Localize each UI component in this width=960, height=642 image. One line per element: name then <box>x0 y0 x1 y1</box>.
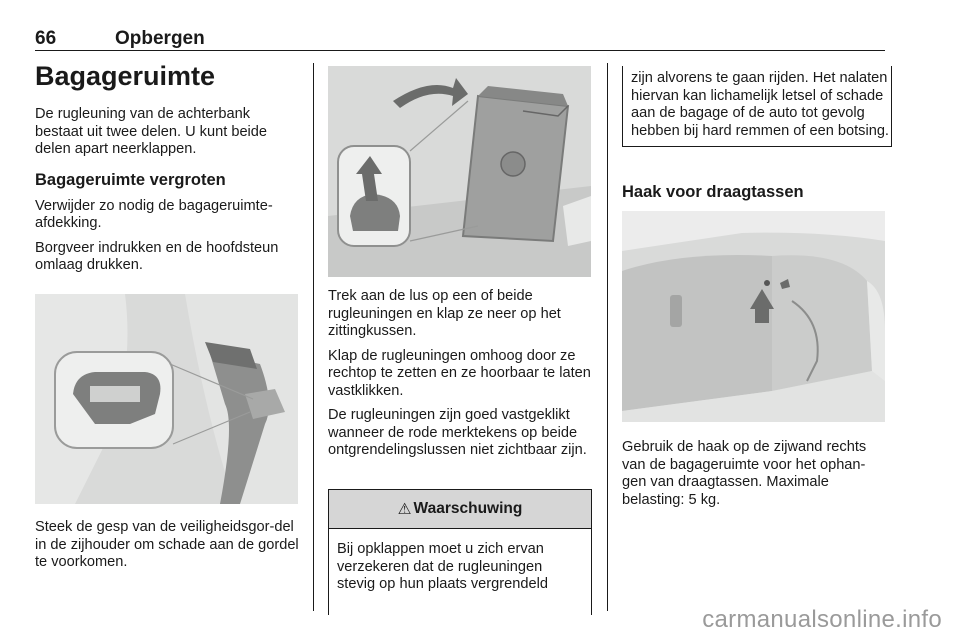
seatback-release-illustration <box>328 66 591 277</box>
subheading: Haak voor draagtassen <box>622 183 804 201</box>
warning-header <box>329 490 591 529</box>
paragraph: Klap de rugleuningen omhoog door ze rechtop te zetten en ze hoorbaar te laten vastklikken. <box>328 347 591 399</box>
section-title: Opbergen <box>115 28 205 49</box>
bag-hook-illustration <box>622 211 885 422</box>
warning-text-continued: zijn alvorens te gaan rijden. Het nalaten hiervan kan lichamelijk letsel of schade aan de bagage of de auto tot gevolg hebben bij hard remmen of een botsing. <box>631 70 889 139</box>
headrest-illustration <box>35 294 298 504</box>
warning-text: Bij opklappen moet u zich ervan verzekeren dat de rugleuningen stevig op hun plaats vergrendeld <box>337 541 548 592</box>
intro-paragraph: De rugleuning van de achterbank bestaat uit twee delen. U kunt beide delen apart neerklappen. <box>35 106 268 157</box>
paragraph: Trek aan de lus op een of beide rugleuningen en klap ze neer op het zittingkussen. <box>328 288 561 339</box>
paragraph: Borgveer indrukken en de hoofdsteun omlaag drukken. <box>35 239 279 273</box>
column-1-caption <box>35 519 300 579</box>
caption-paragraph: Steek de gesp van de veiligheidsgor-del in de zijhouder om schade aan de gordel te voorkomen. <box>35 519 299 570</box>
warning-box-continued <box>622 66 892 147</box>
paragraph: Gebruik de haak op de zijwand rechts van de bagageruimte voor het ophan-gen van draagtassen. Maximale belasting: 5 kg. <box>622 439 867 508</box>
paragraph: Verwijder zo nodig de bagageruimte-afdekking. <box>35 197 273 231</box>
column-3 <box>622 182 887 210</box>
warning-title: Waarschuwing <box>413 500 523 517</box>
column-1 <box>35 60 300 282</box>
column-2 <box>328 288 593 467</box>
column-divider <box>607 63 608 611</box>
page-header <box>35 28 885 51</box>
warning-box <box>328 489 592 615</box>
warning-triangle-icon: ⚠ <box>397 500 412 518</box>
paragraph: De rugleuningen zijn goed vastgeklikt wanneer de rode merktekens op beide ontgrendelingslussen niet zichtbaar zijn. <box>328 407 587 458</box>
column-3-body <box>622 439 887 516</box>
page-heading: Bagageruimte <box>35 61 216 91</box>
subheading: Bagageruimte vergroten <box>35 170 226 189</box>
page-number: 66 <box>35 28 57 49</box>
watermark: carmanualsonline.info <box>702 606 942 633</box>
column-divider <box>313 63 314 611</box>
